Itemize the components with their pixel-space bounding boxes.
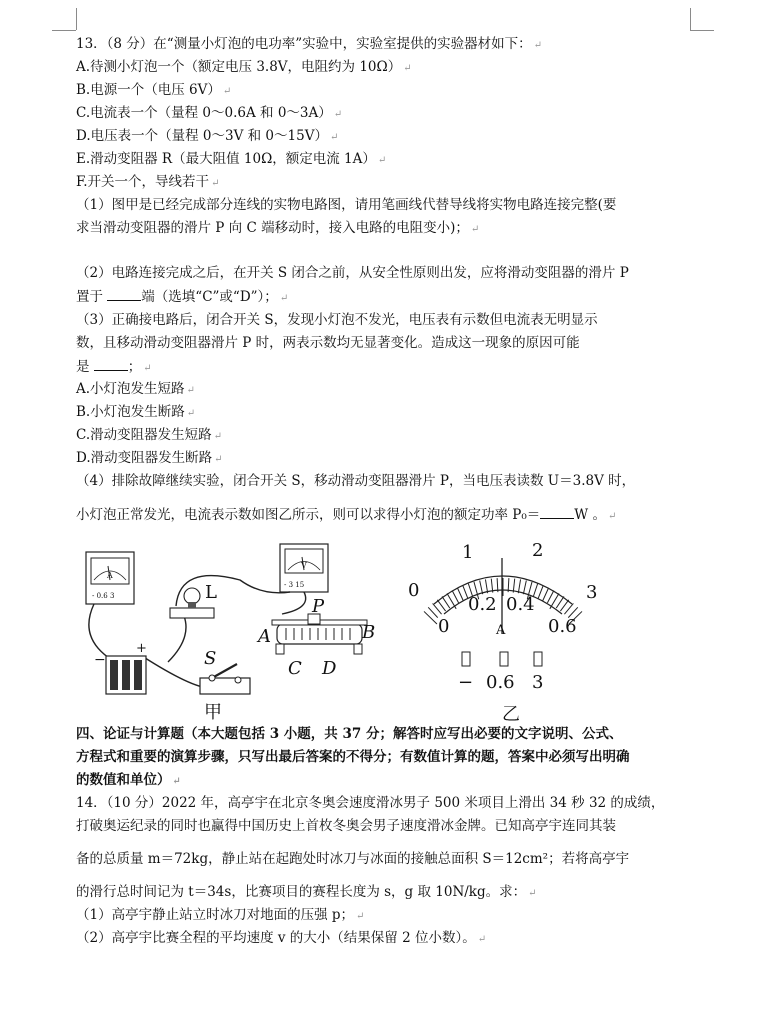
q13-item-b: B.电源一个（电压 6V） ↵: [76, 82, 232, 98]
q14-line3: 备的总质量 m＝72kg，静止站在起跑处时冰刀与冰面的接触总面积 S＝12cm²；若将高亭宇: [76, 851, 630, 867]
dial-outer-tick-1: 1: [462, 542, 474, 563]
dial-tick: [547, 590, 553, 602]
q13-part2-line2: 置于 端（选填“C”或“D”）； ↵: [76, 286, 288, 309]
battery-plus: +: [136, 641, 147, 656]
dial-terminal-06: 0.6: [486, 672, 515, 693]
ammeter-range: - 0.6 3: [92, 592, 115, 600]
dial-tick: [452, 590, 458, 602]
ammeter-device: [86, 552, 134, 604]
q13-choice-b: B.小灯泡发生断路 ↵: [76, 404, 196, 420]
dial-tick: [442, 596, 450, 608]
dial-terminal-3: 3: [532, 672, 544, 693]
q14-question2: （2）高亭宇比赛全程的平均速度 v 的大小（结果保留 2 位小数）。 ↵: [76, 930, 487, 946]
dial-tick: [556, 596, 564, 608]
dial-outer-tick-0: 0: [408, 580, 420, 601]
label-L: L: [205, 582, 217, 603]
dial-tick: [424, 611, 437, 624]
dial-inner-tick-1: 0.2: [468, 594, 497, 615]
crop-mark-top-left: [76, 8, 77, 30]
crop-mark-top-right-h: [690, 30, 714, 31]
section4-heading-line1: 四、论证与计算题（本大题包括 3 小题，共 37 分；解答时应写出必要的文字说明、公式、: [76, 726, 623, 742]
crop-mark-top-left-h: [52, 30, 76, 31]
dial-letter: A: [496, 623, 506, 638]
dial-tick: [523, 581, 526, 595]
answer-blank-2[interactable]: [94, 356, 128, 371]
dial-outer-tick-3: 3: [586, 582, 598, 603]
dial-inner-tick-2: 0.4: [506, 594, 535, 615]
section4-heading-line3: 的数值和单位） ↵: [76, 772, 181, 788]
q13-item-d: D.电压表一个（量程 0～3V 和 0～15V） ↵: [76, 128, 339, 144]
voltmeter-range: - 3 15: [284, 581, 305, 589]
label-A: A: [258, 626, 271, 647]
dial-outer-tick-2: 2: [532, 540, 544, 561]
q13-part1-line1: （1）图甲是已经完成部分连线的实物电路图，请用笔画线代替导线将实物电路连接完整(要: [76, 197, 617, 213]
q13-item-f: F.开关一个，导线若干 ↵: [76, 174, 220, 190]
dial-tick: [518, 579, 520, 593]
q13-part3-line1: （3）正确接电路后，闭合开关 S，发现小灯泡不发光，电压表有示数但电流表无明显示: [76, 312, 598, 328]
dial-terminal-minus: −: [458, 672, 474, 693]
label-S: S: [204, 648, 217, 669]
dial-tick: [433, 603, 442, 614]
wire-3: [282, 592, 306, 614]
dial-tick: [538, 586, 543, 599]
q13-item-a: A.待测小灯泡一个（额定电压 3.8V，电阻约为 10Ω） ↵: [76, 59, 412, 75]
q13-item-e: E.滑动变阻器 R（最大阻值 10Ω，额定电流 1A） ↵: [76, 151, 387, 167]
q13-part1-line2: 求当滑动变阻器的滑片 P 向 C 端移动时，接入电路的电阻变小)； ↵: [76, 220, 480, 236]
q14-question1: （1）高亭宇静止站立时冰刀对地面的压强 p； ↵: [76, 907, 365, 923]
dial-tick: [480, 581, 483, 595]
voltmeter-letter: V: [301, 561, 307, 570]
section4-heading-line2: 方程式和重要的演算步骤，只写出最后答案的不得分；有数值计算的题，答案中必须写出明确: [76, 749, 630, 765]
label-C: C: [288, 658, 302, 679]
battery-minus: −: [94, 652, 106, 668]
ammeter-letter: A: [107, 571, 113, 580]
label-P: P: [312, 596, 325, 617]
voltmeter-device: [280, 544, 328, 592]
q13-part3-line2: 数，且移动滑动变阻器滑片 P 时，两表示数均无显著变化。造成这一现象的原因可能: [76, 335, 580, 351]
q13-part2-line1: （2）电路连接完成之后，在开关 S 闭合之前，从安全性原则出发，应将滑动变阻器的滑片 P: [76, 265, 629, 281]
wire-5: [168, 616, 186, 662]
figure-label-jia: 甲: [204, 702, 222, 723]
circuit-figure: [72, 538, 632, 723]
q13-choice-a: A.小灯泡发生短路 ↵: [76, 381, 195, 397]
q14-line2: 打破奥运纪录的同时也赢得中国历史上首枚冬奥会男子速度滑冰金牌。已知高亭宇连同其装: [76, 818, 616, 834]
figure-svg: [72, 538, 632, 723]
q13-choice-c: C.滑动变阻器发生短路 ↵: [76, 427, 223, 443]
dial-tick: [437, 600, 445, 611]
label-B: B: [362, 622, 376, 643]
q14-line1: 14．（10 分）2022 年，高亭宇在北京冬奥会速度滑冰男子 500 米项目上滑出 34 秒 32 的成绩，: [76, 795, 665, 811]
rheostat-device: [272, 614, 367, 654]
dial-tick: [543, 588, 549, 601]
q13-part4-line2: 小灯泡正常发光，电流表示数如图乙所示，则可以求得小灯泡的额定功率 P₀＝ W 。 ↵: [76, 504, 616, 527]
answer-blank-1[interactable]: [107, 286, 141, 301]
figure-label-yi: 乙: [502, 704, 520, 723]
crop-mark-top-right: [690, 8, 691, 30]
dial-inner-tick-3: 0.6: [548, 616, 577, 637]
dial-tick: [560, 600, 568, 611]
q14-line4: 的滑行总时间记为 t＝34s，比赛项目的赛程长度为 s，g 取 10N/kg。求： ↵: [76, 884, 537, 900]
q13-part4-line1: （4）排除故障继续实验，闭合开关 S，移动滑动变阻器滑片 P，当电压表读数 U＝3.8V 时，: [76, 473, 636, 489]
dial-tick: [428, 607, 438, 617]
q13-stem: 13．（8 分）在“测量小灯泡的电功率”实验中，实验室提供的实验器材如下： ↵: [76, 36, 543, 52]
dial-inner-tick-0: 0: [438, 616, 450, 637]
answer-blank-3[interactable]: [540, 504, 574, 519]
q13-choice-d: D.滑动变阻器发生断路 ↵: [76, 450, 223, 466]
dial-terminals: [462, 652, 542, 666]
dial-tick: [564, 603, 573, 614]
dial-tick: [457, 588, 463, 601]
battery-device: [106, 656, 146, 694]
q13-part3-line3: 是 ； ↵: [76, 356, 152, 379]
q13-item-c: C.电流表一个（量程 0～0.6A 和 0～3A） ↵: [76, 105, 343, 121]
label-D: D: [322, 658, 337, 679]
